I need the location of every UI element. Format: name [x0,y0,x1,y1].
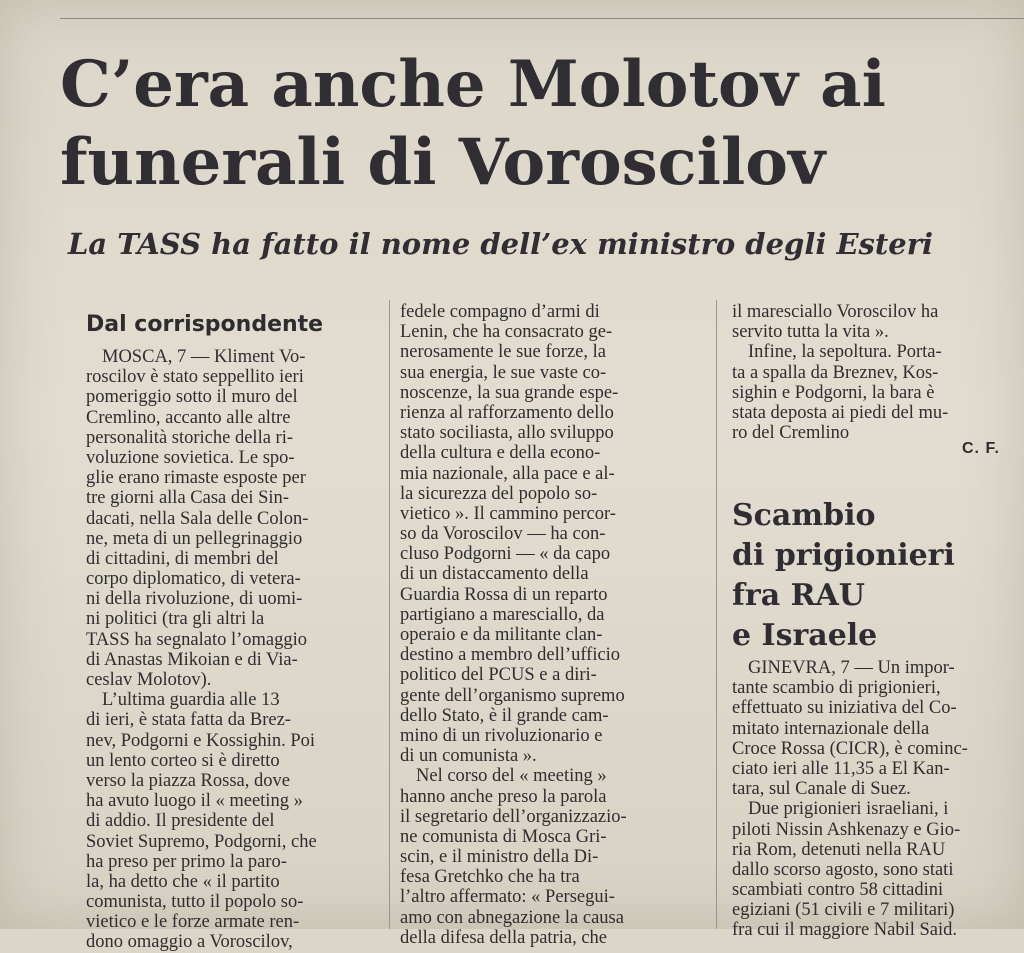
text-line: fra cui il maggiore Nabil Said. [732,920,958,941]
text-line: fesa Gretchko che ha tra [400,867,580,888]
text-line: dono omaggio a Voroscilov, [86,932,293,953]
text-line: ni politici (tra gli altri la [86,609,265,630]
text-line: roscilov è stato seppellito ieri [86,367,304,388]
text-line: dacati, nella Sala delle Colon- [86,508,309,529]
headline-line: funerali di Voroscilov [60,125,826,200]
text-line: ne, meta di un pellegrinaggio [86,528,303,549]
text-line: hanno anche preso la parola [400,786,607,807]
text-line: Infine, la sepoltura. Porta- [748,342,942,363]
text-line: vietico ». Il cammino percor- [400,503,616,524]
text-line: servito tutta la vita ». [732,322,889,343]
text-line: dallo scorso agosto, sono stati [732,859,954,880]
text-line: Guardia Rossa di un reparto [400,584,608,605]
text-line: so da Voroscilov — ha con- [400,524,606,545]
text-line: rienza al rafforzamento dello [400,402,614,423]
text-line: Croce Rossa (CICR), è cominc- [732,738,968,759]
text-line: la, ha detto che « il partito [86,871,280,892]
text-line: pomeriggio sotto il muro del [86,387,298,408]
text-line: la sicurezza del popolo so- [400,483,598,504]
text-line: personalità storiche della ri- [86,427,294,448]
text-line: tara, sul Canale di Suez. [732,779,911,800]
text-line: comunista, tutto il popolo so- [86,892,304,913]
subtitle: La TASS ha fatto il nome dell’ex ministro degli Esteri [68,227,934,261]
text-line: il segretario dell’organizzazio- [400,806,627,827]
article-column-1 [86,347,382,953]
top-rule [60,18,1024,19]
text-line: TASS ha segnalato l’omaggio [86,629,307,650]
text-line: ro del Cremlino [732,423,850,444]
text-line: gente dell’organismo supremo [400,685,625,706]
text-line: stata deposta ai piedi del mu- [732,402,949,423]
text-line: L’ultima guardia alle 13 [102,690,280,711]
text-line: ne comunista di Mosca Gri- [400,826,607,847]
text-line: operaio e da militante clan- [400,625,603,645]
signature: C. F. [962,440,1000,457]
text-line: mitato internazionale della [732,718,930,739]
text-line: stato sociliastа, allo sviluppo [400,423,614,444]
text-line: tre giorni alla Casa dei Sin- [86,488,289,509]
text-line: glie erano rimaste esposte per [86,468,306,489]
secondary-headline-line: Scambio [732,498,876,533]
text-line: Nel corso del « meeting » [416,766,607,787]
article-column-2 [400,302,702,948]
text-line: egiziani (51 civili e 7 militari) [732,900,955,921]
text-line: nerosamente le sue forze, la [400,342,606,363]
article-column-3 [732,302,1016,443]
text-line: mia nazionale, alla pace e al- [400,463,615,484]
headline-line: C’era anche Molotov ai [60,47,886,122]
text-line: voluzione sovietica. Le spo- [86,447,295,468]
text-line: corpo diplomatico, di vetera- [86,569,301,590]
text-line: destino a membro dell’ufficio [400,645,621,666]
text-line: tante scambio di prigionieri, [732,678,941,699]
text-line: l’altro affermato: « Persegui- [400,887,615,908]
text-line: dello Stato, è il grande cam- [400,705,609,726]
text-line: politico del PCUS e a diri- [400,665,597,686]
text-line: ria Rom, detenuti nella RAU [732,839,946,860]
text-line: un lento corteo si è diretto [86,750,280,771]
text-line: Cremlino, accanto alle altre [86,407,291,428]
text-line: di un comunista ». [400,746,537,767]
text-line: scin, e il ministro della Di- [400,847,599,868]
text-line: di Anastas Mikoian e di Via- [86,649,298,670]
text-line: di un distaccamento della [400,564,589,585]
text-line: verso la piazza Rossa, dove [86,770,290,791]
text-line: amo con abnegazione la causa [400,907,624,928]
text-line: della difesa della patria, che [400,927,607,948]
text-line: ta a spalla da Breznev, Kos- [732,362,939,383]
text-line: fedele compagno d’armi di [400,302,600,322]
text-line: scambiati contro 58 cittadini [732,880,944,901]
text-line: vietico e le forze armate ren- [86,912,300,933]
text-line: ni della rivoluzione, di uomi- [86,589,303,610]
secondary-headline-line: di prigionieri [732,538,955,573]
secondary-headline-line: fra RAU [732,578,865,613]
text-line: partigiano a maresciallo, da [400,604,605,625]
text-line: Due prigionieri israeliani, i [748,799,949,820]
text-line: piloti Nissin Ashkenazy e Gio- [732,819,961,840]
text-line: nev, Podgorni e Kossighin. Poi [86,730,316,751]
secondary-article-column [732,658,1016,941]
text-line: della cultura e della econo- [400,443,601,464]
column-rule [716,300,717,929]
text-line: ha avuto luogo il « meeting » [86,791,303,812]
column-rule [389,300,390,929]
byline: Dal corrispondente [86,312,324,337]
text-line: il maresciallo Voroscilov ha [732,302,939,322]
text-line: sua energia, le sue vaste co- [400,362,607,383]
headline [60,46,1020,202]
text-line: Lenin, che ha consacrato ge- [400,322,613,343]
text-line: ciato ieri alle 11,35 a El Kan- [732,758,950,779]
text-line: sighin e Podgorni, la bara è [732,382,935,403]
text-line: noscenze, la sua grande espe- [400,382,619,403]
text-line: effettuato su iniziativa del Co- [732,698,957,719]
text-line: di cittadini, di membri del [86,548,279,569]
text-line: ceslav Molotov). [86,670,212,690]
text-line: di ieri, è stata fatta da Brez- [86,710,291,731]
text-line: Soviet Supremo, Podgorni, che [86,831,317,852]
text-line: cluso Podgorni — « da capo [400,544,611,565]
secondary-headline [732,496,1012,656]
secondary-headline-line: e Israele [732,618,878,653]
text-line: ha preso per primo la paro- [86,851,287,872]
text-line: di addio. Il presidente del [86,811,275,832]
text-line: mino di un rivoluzionario e [400,725,603,746]
text-line: MOSCA, 7 — Kliment Vo- [102,347,306,367]
text-line: GINEVRA, 7 — Un impor- [748,658,955,678]
